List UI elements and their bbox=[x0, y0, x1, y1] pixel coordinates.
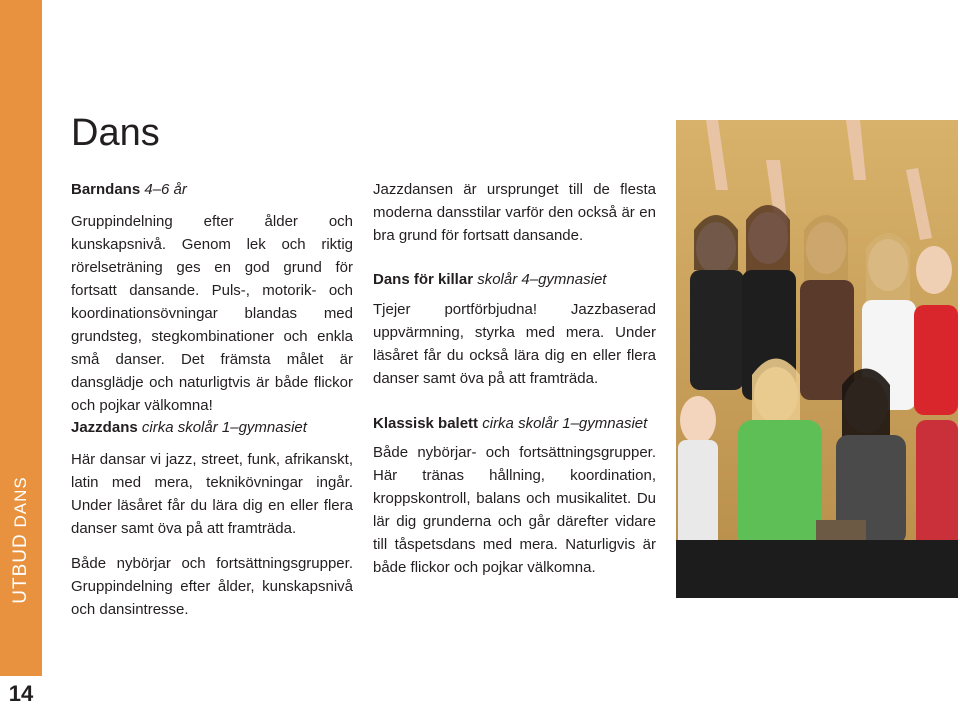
heading-title: Jazzdans bbox=[71, 419, 138, 436]
dance-group-photo bbox=[676, 120, 958, 598]
section-body: Jazzdansen är ursprunget till de flesta moderna dansstilar varför den också är en bra grund för fortsatt dansande. bbox=[373, 181, 656, 244]
section-body: Både nybörjar- och fortsättningsgrupper. Här tränas hållning, koordination, kroppskontroll, balans och musikalitet. Du lär dig grunderna och går därefter vidare till tåspetsdans med mera. Naturligvis är både flickor och pojkar välkomna. bbox=[373, 444, 656, 576]
section-body: Tjejer portförbjudna! Jazzbaserad uppvärmning, styrka med mera. Under läsåret får du också lära dig en eller flera danser samt öva på att framträda. bbox=[373, 301, 656, 387]
section-jazz-intro bbox=[373, 178, 656, 247]
section-body: Gruppindelning efter ålder och kunskapsnivå. Genom lek och riktig rörelseträning ges en god grund för fortsatt dansande. Puls-, motorik- och koordinationsövningar blandas med grundsteg, stegkombinationer och enkla små danser. Det främsta målet är dansglädje och naturligtvis är både flickor och pojkar välkomna! bbox=[71, 213, 353, 414]
section-label-part2: DANS bbox=[11, 476, 30, 528]
heading-subtitle: cirka skolår 1–gymnasiet bbox=[482, 415, 648, 432]
heading-subtitle: 4–6 år bbox=[144, 181, 187, 198]
heading-title: Dans för killar bbox=[373, 271, 474, 288]
section-label bbox=[10, 476, 32, 603]
section-body: Här dansar vi jazz, street, funk, afrikanskt, latin med mera, teknikövningar ingår. Under läsåret får du lära dig en eller flera danser samt öva på att framträda. bbox=[71, 451, 353, 537]
section-heading bbox=[71, 416, 353, 439]
heading-subtitle: skolår 4–gymnasiet bbox=[477, 271, 607, 288]
side-strip bbox=[0, 0, 42, 676]
section-label-part1: UTBUD bbox=[10, 533, 31, 604]
section-heading bbox=[71, 178, 353, 201]
heading-title: Klassisk balett bbox=[373, 415, 479, 432]
section-body: Både nybörjar och fortsättningsgrupper. Gruppindelning efter ålder, kunskapsnivå och dansintresse. bbox=[71, 555, 353, 618]
page-number: 14 bbox=[8, 681, 34, 706]
page-title: Dans bbox=[71, 112, 160, 154]
section-jazzdans bbox=[71, 416, 353, 621]
section-killar bbox=[373, 268, 656, 390]
section-balett bbox=[373, 412, 656, 579]
section-heading bbox=[373, 412, 656, 435]
heading-title: Barndans bbox=[71, 181, 141, 198]
section-barndans bbox=[71, 178, 353, 417]
section-heading bbox=[373, 268, 656, 291]
heading-subtitle: cirka skolår 1–gymnasiet bbox=[141, 419, 307, 436]
